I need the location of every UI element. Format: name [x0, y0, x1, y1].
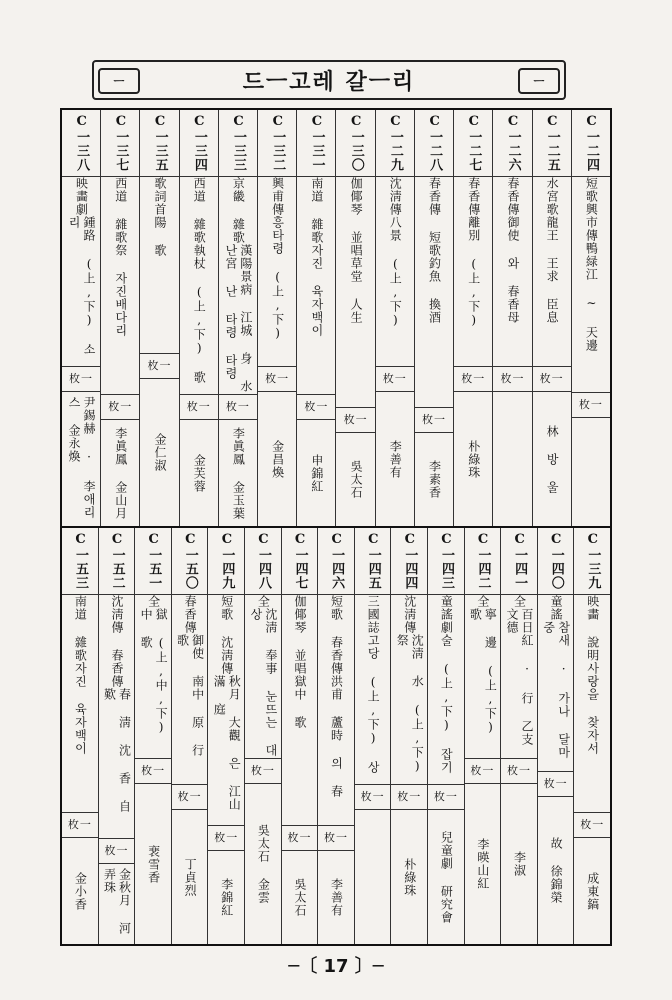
record-title: 鴨緑江 ∼ 天邊 — [584, 242, 599, 352]
performer-names: 金秋月 河弄珠 — [102, 868, 132, 935]
record-code: C一四六 — [318, 528, 354, 595]
record-count: 枚一 — [180, 394, 218, 420]
catalog-top-section — [62, 110, 610, 528]
record-category: 童謠劇 — [439, 595, 454, 634]
record-column — [375, 110, 414, 526]
performer-names: 金昌煥 — [270, 439, 285, 479]
record-category: 歌詞 — [152, 177, 167, 203]
performer-names: 朴綠珠 — [466, 439, 481, 479]
performer-names: 裵雪香 — [146, 844, 161, 884]
record-code: C一三四 — [180, 110, 218, 177]
record-category: 全 — [146, 595, 161, 608]
record-code: C一三三 — [219, 110, 257, 177]
performer-names: 金芙蓉 — [192, 453, 207, 493]
record-code: C一四四 — [391, 528, 427, 595]
record-count: 枚一 — [62, 812, 98, 838]
record-title: 獄中 歌 — [292, 675, 307, 729]
record-category: 春香傳 — [505, 177, 520, 216]
record-code: C一二九 — [376, 110, 414, 177]
performer-names: 李淑 — [512, 851, 527, 877]
banner-ornament-right: ㅡ — [518, 68, 560, 94]
record-column — [100, 110, 139, 526]
record-column — [414, 110, 453, 526]
record-code: C一五三 — [62, 528, 98, 595]
record-code: C一三五 — [140, 110, 178, 177]
performer-names — [493, 392, 531, 526]
record-count: 枚一 — [428, 784, 464, 810]
record-column — [390, 528, 427, 944]
record-column — [207, 528, 244, 944]
record-code: C一四七 — [282, 528, 318, 595]
record-column — [427, 528, 464, 944]
record-count: 枚一 — [245, 758, 281, 784]
record-count: 枚一 — [572, 392, 610, 418]
record-code: C一三八 — [62, 110, 100, 177]
record-title: 자진 육자백이 — [73, 662, 88, 755]
performer-names: 吳太石 — [292, 878, 307, 917]
record-count: 枚一 — [318, 825, 354, 851]
record-count: 枚一 — [282, 825, 318, 851]
record-count: 枚一 — [140, 353, 178, 379]
page-number: ─〔 17 〕─ — [288, 956, 384, 977]
performer-names: 成東鎬 — [585, 871, 600, 911]
record-category: 全 — [512, 595, 527, 608]
performer-names: 李錦紅 — [219, 878, 234, 917]
record-code: C一四二 — [465, 528, 501, 595]
record-code: C一四五 — [355, 528, 391, 595]
performer-names: 申錦紅 — [309, 453, 324, 493]
record-category: 京畿 雜歌 — [231, 177, 246, 244]
record-column — [179, 110, 218, 526]
record-title: 鍾路 (上,下) 소리 — [67, 216, 97, 356]
record-title: 執杖 (上,下) 歌 — [192, 244, 207, 384]
banner-ornament-left: ㅡ — [98, 68, 140, 94]
record-count: 枚一 — [493, 366, 531, 392]
record-title: 草堂 人生 — [349, 257, 364, 324]
record-code: C一四九 — [208, 528, 244, 595]
record-code: C一三九 — [574, 528, 610, 595]
record-column — [98, 528, 135, 944]
performer-names: 故 徐錦榮 — [549, 837, 564, 904]
record-count: 枚一 — [355, 784, 391, 810]
record-category: 沈淸傳 — [402, 595, 417, 634]
record-count: 枚一 — [258, 366, 296, 392]
record-count: 枚一 — [501, 758, 537, 784]
performer-names: 李素香 — [427, 460, 442, 499]
record-category: 沈淸傳 — [388, 177, 403, 216]
record-count: 枚一 — [391, 784, 427, 810]
record-column — [573, 528, 610, 944]
record-count: 枚一 — [172, 784, 208, 810]
record-code: C一五〇 — [172, 528, 208, 595]
record-title: 百日紅 · 行 乙支文德 — [505, 608, 535, 746]
record-code: C一三〇 — [336, 110, 374, 177]
performer-names: 金小香 — [73, 871, 88, 911]
record-column — [571, 110, 610, 526]
record-count: 枚一 — [336, 407, 374, 433]
record-column — [62, 528, 98, 944]
performer-names: 李善有 — [388, 439, 403, 479]
record-category: 春香傳 — [183, 595, 198, 634]
performer-names: 吳太石 — [349, 460, 364, 499]
record-title: 沈淸 水 (上,下) 祭 — [395, 634, 425, 774]
record-code: C一二五 — [533, 110, 571, 177]
record-count: 枚一 — [208, 825, 244, 851]
record-title: 御使 와 春香母 — [505, 216, 520, 324]
record-title: 참새 · 가나 달마중 — [541, 621, 571, 759]
record-title: 春 淸 沈 香 自 歎 — [102, 688, 132, 813]
record-title: 沈淸 奉事 눈뜨는 대상 — [248, 608, 278, 757]
record-catalog-table — [60, 108, 612, 946]
performer-names — [572, 418, 610, 526]
record-code: C一五一 — [135, 528, 171, 595]
performer-names: 丁貞烈 — [183, 857, 198, 897]
record-title: 漢陽景病 江城 身 水난宮 난 타령 타령 — [223, 244, 253, 393]
record-code: C一二六 — [493, 110, 531, 177]
performer-names: 朴綠珠 — [402, 857, 417, 897]
record-title: 御使 南中 原 行 歌 — [175, 634, 205, 757]
record-category: 南道 雜歌 — [73, 595, 88, 662]
performer-names: 李暎山紅 — [475, 838, 490, 890]
catalog-title: 드ㅡ고레 갈ㅡ리 — [242, 69, 416, 95]
record-count: 枚一 — [101, 394, 139, 420]
performer-names: 李眞鳳 金山月 — [113, 426, 128, 520]
record-code: C一四八 — [245, 528, 281, 595]
record-column — [257, 110, 296, 526]
record-title: 寧 邊 (上,下) 歌 — [468, 608, 498, 735]
record-category: 沈淸傳 春香傳 — [109, 595, 124, 688]
record-column — [134, 528, 171, 944]
record-category: 童謠 — [549, 595, 564, 621]
record-code: C一四一 — [501, 528, 537, 595]
record-count: 枚一 — [415, 407, 453, 433]
record-category: 水宮歌 — [545, 177, 560, 216]
record-count: 枚一 — [376, 366, 414, 392]
record-category: 全 — [475, 595, 490, 608]
record-code: C一三二 — [258, 110, 296, 177]
record-code: C一四〇 — [538, 528, 574, 595]
record-title: 흥타령 (上,下) — [270, 216, 285, 341]
record-count: 枚一 — [219, 394, 257, 420]
record-column — [281, 528, 318, 944]
record-column — [537, 528, 574, 944]
record-column — [171, 528, 208, 944]
record-code: C一二七 — [454, 110, 492, 177]
record-column — [62, 110, 100, 526]
record-column — [218, 110, 257, 526]
record-title: 洪甫 蘆時 의 春 — [329, 675, 344, 798]
record-code: C一三一 — [297, 110, 335, 177]
record-category: 短歌 春香傳 — [329, 595, 344, 675]
record-title: 秋月 大觀 은 江山 滿 庭 — [212, 675, 242, 811]
record-title: 釣魚 換酒 — [427, 257, 442, 324]
record-column — [500, 528, 537, 944]
catalog-bottom-section — [62, 528, 610, 944]
record-title: 사랑을 찾자서 — [585, 662, 600, 755]
record-column — [492, 110, 531, 526]
record-title: 술 (上,下) 잡기 — [439, 634, 454, 774]
record-code: C一三七 — [101, 110, 139, 177]
record-category: 伽倻琴 並唱 — [349, 177, 364, 257]
record-count: 枚一 — [465, 758, 501, 784]
record-title: 離別 (上,下) — [466, 216, 481, 328]
record-title: 고당 (上,下) 상 — [366, 634, 381, 774]
record-title: 首陽 歌 — [152, 203, 167, 257]
record-count: 枚一 — [574, 812, 610, 838]
record-code: C一二四 — [572, 110, 610, 177]
record-column — [335, 110, 374, 526]
performer-names: 金仁淑 — [152, 433, 167, 472]
record-title: 獄 (上,中,下) 中 歌 — [139, 608, 169, 735]
record-count: 枚一 — [538, 771, 574, 797]
performer-names: 兒童劇 研究會 — [439, 830, 454, 924]
record-category: 伽倻琴 並唱 — [292, 595, 307, 675]
record-column — [139, 110, 178, 526]
performer-names: 李眞鳳 金玉葉 — [231, 426, 246, 520]
record-title: 八景 (上,下) — [388, 216, 403, 328]
catalog-banner — [92, 60, 566, 100]
record-column — [296, 110, 335, 526]
record-title: 자진 육자백이 — [309, 244, 324, 337]
record-title: 祭 자진배다리 — [113, 244, 128, 337]
record-count: 枚一 — [135, 758, 171, 784]
record-column — [354, 528, 391, 944]
record-category: 三國誌 — [366, 595, 381, 634]
record-category: 映畵 說明 — [585, 595, 600, 662]
record-category: 春香傳 — [466, 177, 481, 216]
performer-names: 尹錫赫 · 李애리스 金永煥 — [67, 396, 97, 519]
record-column — [317, 528, 354, 944]
record-category: 南道 雜歌 — [309, 177, 324, 244]
record-category: 西道 雜歌 — [192, 177, 207, 244]
record-category: 短歌 沈淸傳 — [219, 595, 234, 675]
record-category: 西道 雜歌 — [113, 177, 128, 244]
record-count: 枚一 — [454, 366, 492, 392]
record-title: 龍王 王求 臣息 — [545, 216, 560, 324]
performer-names: 林 방 울 — [545, 424, 560, 494]
record-code: C一五二 — [99, 528, 135, 595]
record-code: C一二八 — [415, 110, 453, 177]
performer-names — [355, 810, 391, 944]
performer-names: 李善有 — [329, 878, 344, 917]
record-code: C一四三 — [428, 528, 464, 595]
record-column — [453, 110, 492, 526]
record-count: 枚一 — [297, 394, 335, 420]
performer-names: 吳太石 金雲 — [256, 824, 271, 904]
record-count: 枚一 — [99, 838, 135, 864]
record-column — [532, 110, 571, 526]
record-count: 枚一 — [533, 366, 571, 392]
record-category: 興甫傳 — [270, 177, 285, 216]
record-category: 全 — [256, 595, 271, 608]
record-category: 映畵劇 — [74, 177, 89, 216]
record-column — [464, 528, 501, 944]
record-category: 春香傳 短歌 — [427, 177, 442, 257]
record-category: 短歌興市傳 — [584, 177, 599, 242]
record-count: 枚一 — [62, 366, 100, 392]
record-column — [244, 528, 281, 944]
